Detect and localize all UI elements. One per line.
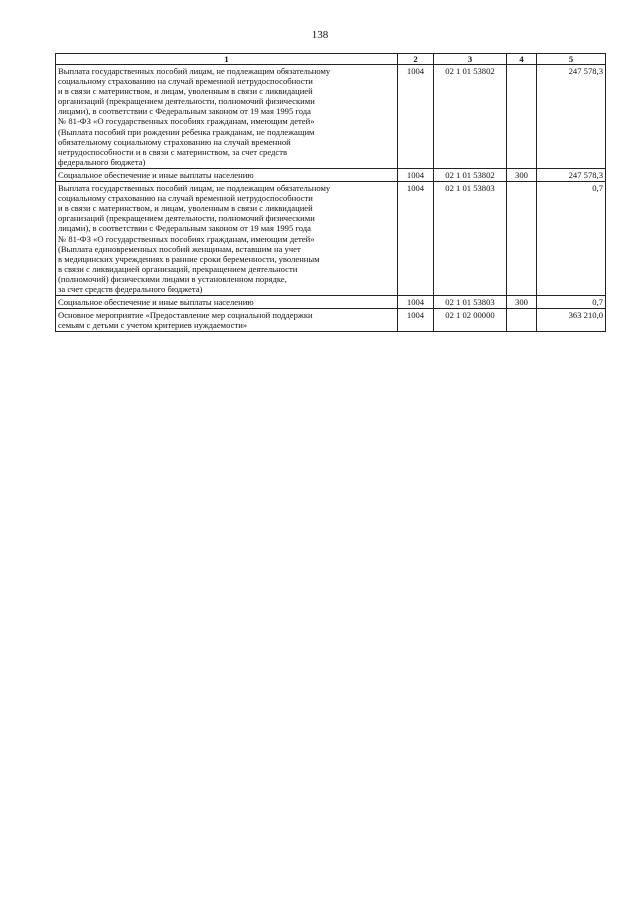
row-section: 1004 (398, 182, 434, 296)
row-target-code: 02 1 01 53803 (434, 182, 507, 296)
row-name: Основное мероприятие «Предоставление мер социальной поддержки семьям с детьми с учетом критериев нуждаемости» (56, 309, 398, 332)
table-row (56, 309, 606, 332)
row-section: 1004 (398, 309, 434, 332)
row-name: Социальное обеспечение и иные выплаты населению (56, 296, 398, 309)
table-header-row (56, 54, 606, 65)
row-section: 1004 (398, 296, 434, 309)
row-expense-type (507, 309, 537, 332)
table-row (56, 182, 606, 296)
table-row (56, 65, 606, 169)
row-amount: 247 578,3 (537, 65, 606, 169)
row-target-code: 02 1 01 53802 (434, 65, 507, 169)
row-expense-type (507, 182, 537, 296)
header-col-3: 3 (434, 54, 507, 65)
row-name: Выплата государственных пособий лицам, не подлежащим обязательному социальному страхованию на случай временной нетрудоспособности и в связи с материнством, и лицам, уволенным в связи с ликвидацией организаций (прекращением деятельности, полномочий физическими лицами), в соответствии с Федеральным законом от 19 мая 1995 года № 81-ФЗ «О государственных пособиях гражданам, имеющим детей» (Выплата единовременных пособий женщинам, вставшим на учет в медицинских учреждениях в ранние сроки беременности, уволенным в связи с ликвидацией организаций, прекращением деятельности (полномочий) физическими лицами в установленном порядке, за счет средств федерального бюджета) (56, 182, 398, 296)
row-section: 1004 (398, 168, 434, 181)
row-expense-type (507, 65, 537, 169)
row-section: 1004 (398, 65, 434, 169)
row-expense-type: 300 (507, 168, 537, 181)
header-col-4: 4 (507, 54, 537, 65)
table-row (56, 168, 606, 181)
row-name: Выплата государственных пособий лицам, не подлежащим обязательному социальному страхованию на случай временной нетрудоспособности и в связи с материнством, и лицам, уволенным в связи с ликвидацией организаций (прекращением деятельности, полномочий физическими лицами), в соответствии с Федеральным законом от 19 мая 1995 года № 81-ФЗ «О государственных пособиях гражданам, имеющим детей» (Выплата пособий при рождении ребенка гражданам, не подлежащим обязательному социальному страхованию на случай временной нетрудоспособности и в связи с материнством, за счет средств федерального бюджета) (56, 65, 398, 169)
table-row (56, 296, 606, 309)
row-amount: 0,7 (537, 296, 606, 309)
page-number: 138 (311, 29, 329, 41)
row-amount: 363 210,0 (537, 309, 606, 332)
header-col-1: 1 (56, 54, 398, 65)
row-target-code: 02 1 02 00000 (434, 309, 507, 332)
header-col-5: 5 (537, 54, 606, 65)
row-amount: 0,7 (537, 182, 606, 296)
row-target-code: 02 1 01 53802 (434, 168, 507, 181)
row-target-code: 02 1 01 53803 (434, 296, 507, 309)
row-name: Социальное обеспечение и иные выплаты населению (56, 168, 398, 181)
header-col-2: 2 (398, 54, 434, 65)
row-expense-type: 300 (507, 296, 537, 309)
row-amount: 247 578,3 (537, 168, 606, 181)
budget-table (55, 53, 606, 332)
